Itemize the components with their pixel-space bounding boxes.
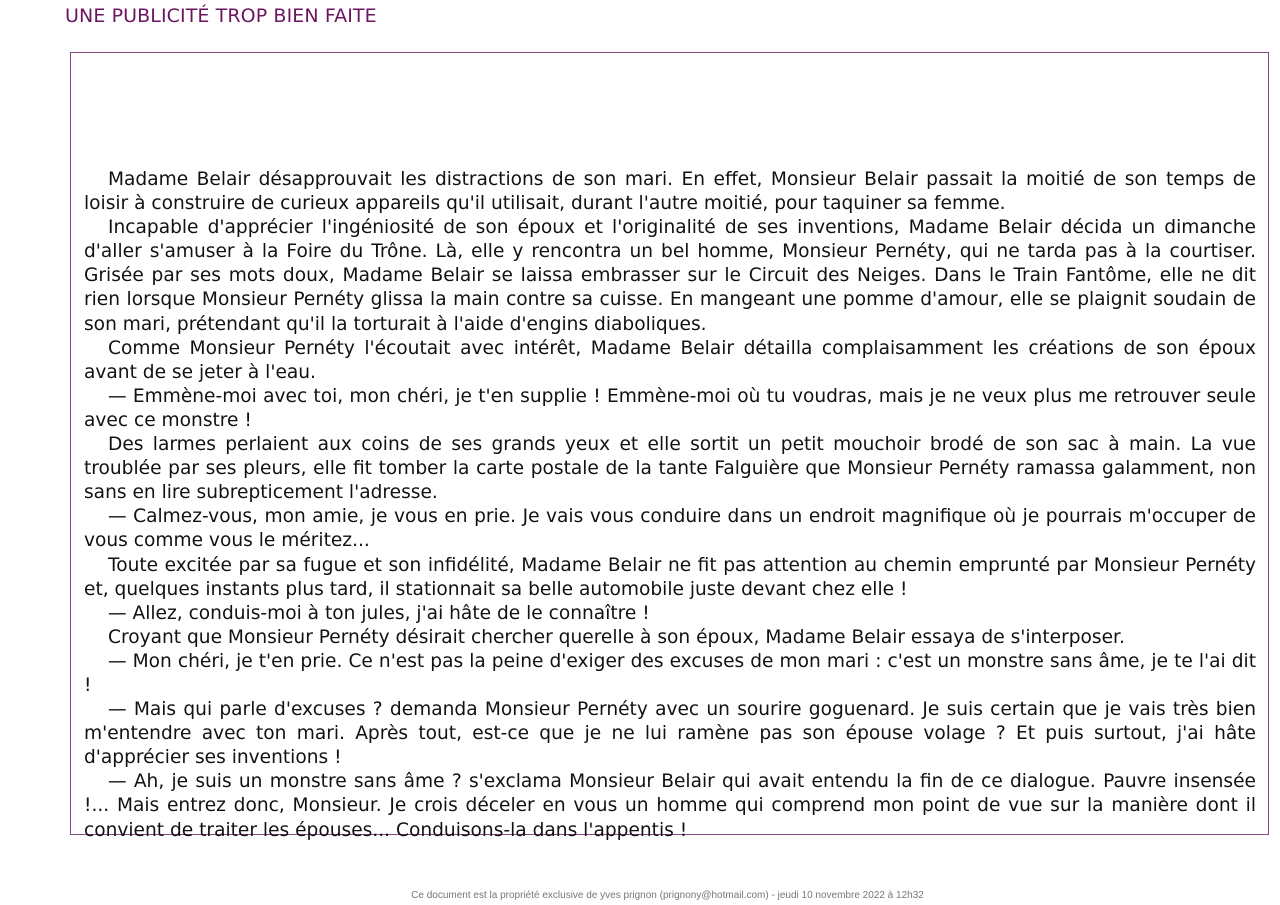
copyright-footer: Ce document est la propriété exclusive de yves prignon (prignony@hotmail.com) - jeudi 10 novembre 2022 à 12h32 xyxy=(411,890,924,901)
story-paragraph: — Ah, je suis un monstre sans âme ? s'exclama Monsieur Belair qui avait entendu la fin de ce dialogue. Pauvre insensée !... Mais entrez donc, Monsieur. Je crois déceler en vous un homme qui comprend mon point de vue sur la manière dont il convient de traiter les épouses... Conduisons-la dans l'appentis ! xyxy=(84,771,1256,841)
story-paragraph: Madame Belair désapprouvait les distractions de son mari. En effet, Monsieur Belair passait la moitié de son temps de loisir à construire de curieux appareils qu'il utilisait, durant l'autre moitié, pour taquiner sa femme. xyxy=(84,169,1256,215)
story-paragraph: Des larmes perlaient aux coins de ses grands yeux et elle sortit un petit mouchoir brodé de son sac à main. La vue troublée par ses pleurs, elle fit tomber la carte postale de la tante Falguière que Monsieur Pernéty ramassa galamment, non sans en lire subrepticement l'adresse. xyxy=(84,434,1256,504)
story-paragraph: Croyant que Monsieur Pernéty désirait chercher querelle à son époux, Madame Belair essaya de s'interposer. xyxy=(108,626,1125,648)
story-paragraph: Incapable d'apprécier l'ingéniosité de son époux et l'originalité de ses inventions, Madame Belair décida un dimanche d'aller s'amuser à la Foire du Trône. Là, elle y rencontra un bel homme, Monsieur Pernéty, qui ne tarda pas à la courtiser. Grisée par ses mots doux, Madame Belair se laissa embrasser sur le Circuit des Neiges. Dans le Train Fantôme, elle ne dit rien lorsque Monsieur Pernéty glissa la main contre sa cuisse. En mangeant une pomme d'amour, elle se plaignit soudain de son mari, prétendant qu'il la torturait à l'aide d'engins diaboliques. xyxy=(84,217,1256,335)
story-body xyxy=(84,168,1256,843)
story-paragraph: — Calmez-vous, mon amie, je vous en prie. Je vais vous conduire dans un endroit magnifique où je pourrais m'occuper de vous comme vous le méritez... xyxy=(84,506,1256,552)
story-paragraph: Toute excitée par sa fugue et son infidélité, Madame Belair ne fit pas attention au chemin emprunté par Monsieur Pernéty et, quelques instants plus tard, il stationnait sa belle automobile juste devant chez elle ! xyxy=(84,554,1256,600)
story-paragraph: — Allez, conduis-moi à ton jules, j'ai hâte de le connaître ! xyxy=(108,602,650,624)
story-paragraph: — Emmène-moi avec toi, mon chéri, je t'en supplie ! Emmène-moi où tu voudras, mais je ne veux plus me retrouver seule avec ce monstre ! xyxy=(84,385,1256,431)
story-frame xyxy=(70,52,1269,841)
story-paragraph: — Mais qui parle d'excuses ? demanda Monsieur Pernéty avec un sourire goguenard. Je suis certain que je vais très bien m'entendre avec ton mari. Après tout, est-ce que je ne lui ramène pas son épouse volage ? Et puis surtout, j'ai hâte d'apprécier ses inventions ! xyxy=(84,699,1256,769)
document-title: UNE PUBLICITÉ TROP BIEN FAITE xyxy=(65,5,377,27)
story-paragraph: Comme Monsieur Pernéty l'écoutait avec intérêt, Madame Belair détailla complaisamment les créations de son époux avant de se jeter à l'eau. xyxy=(84,337,1256,383)
story-paragraph: — Mon chéri, je t'en prie. Ce n'est pas la peine d'exiger des excuses de mon mari : c'est un monstre sans âme, je te l'ai dit ! xyxy=(84,650,1256,696)
